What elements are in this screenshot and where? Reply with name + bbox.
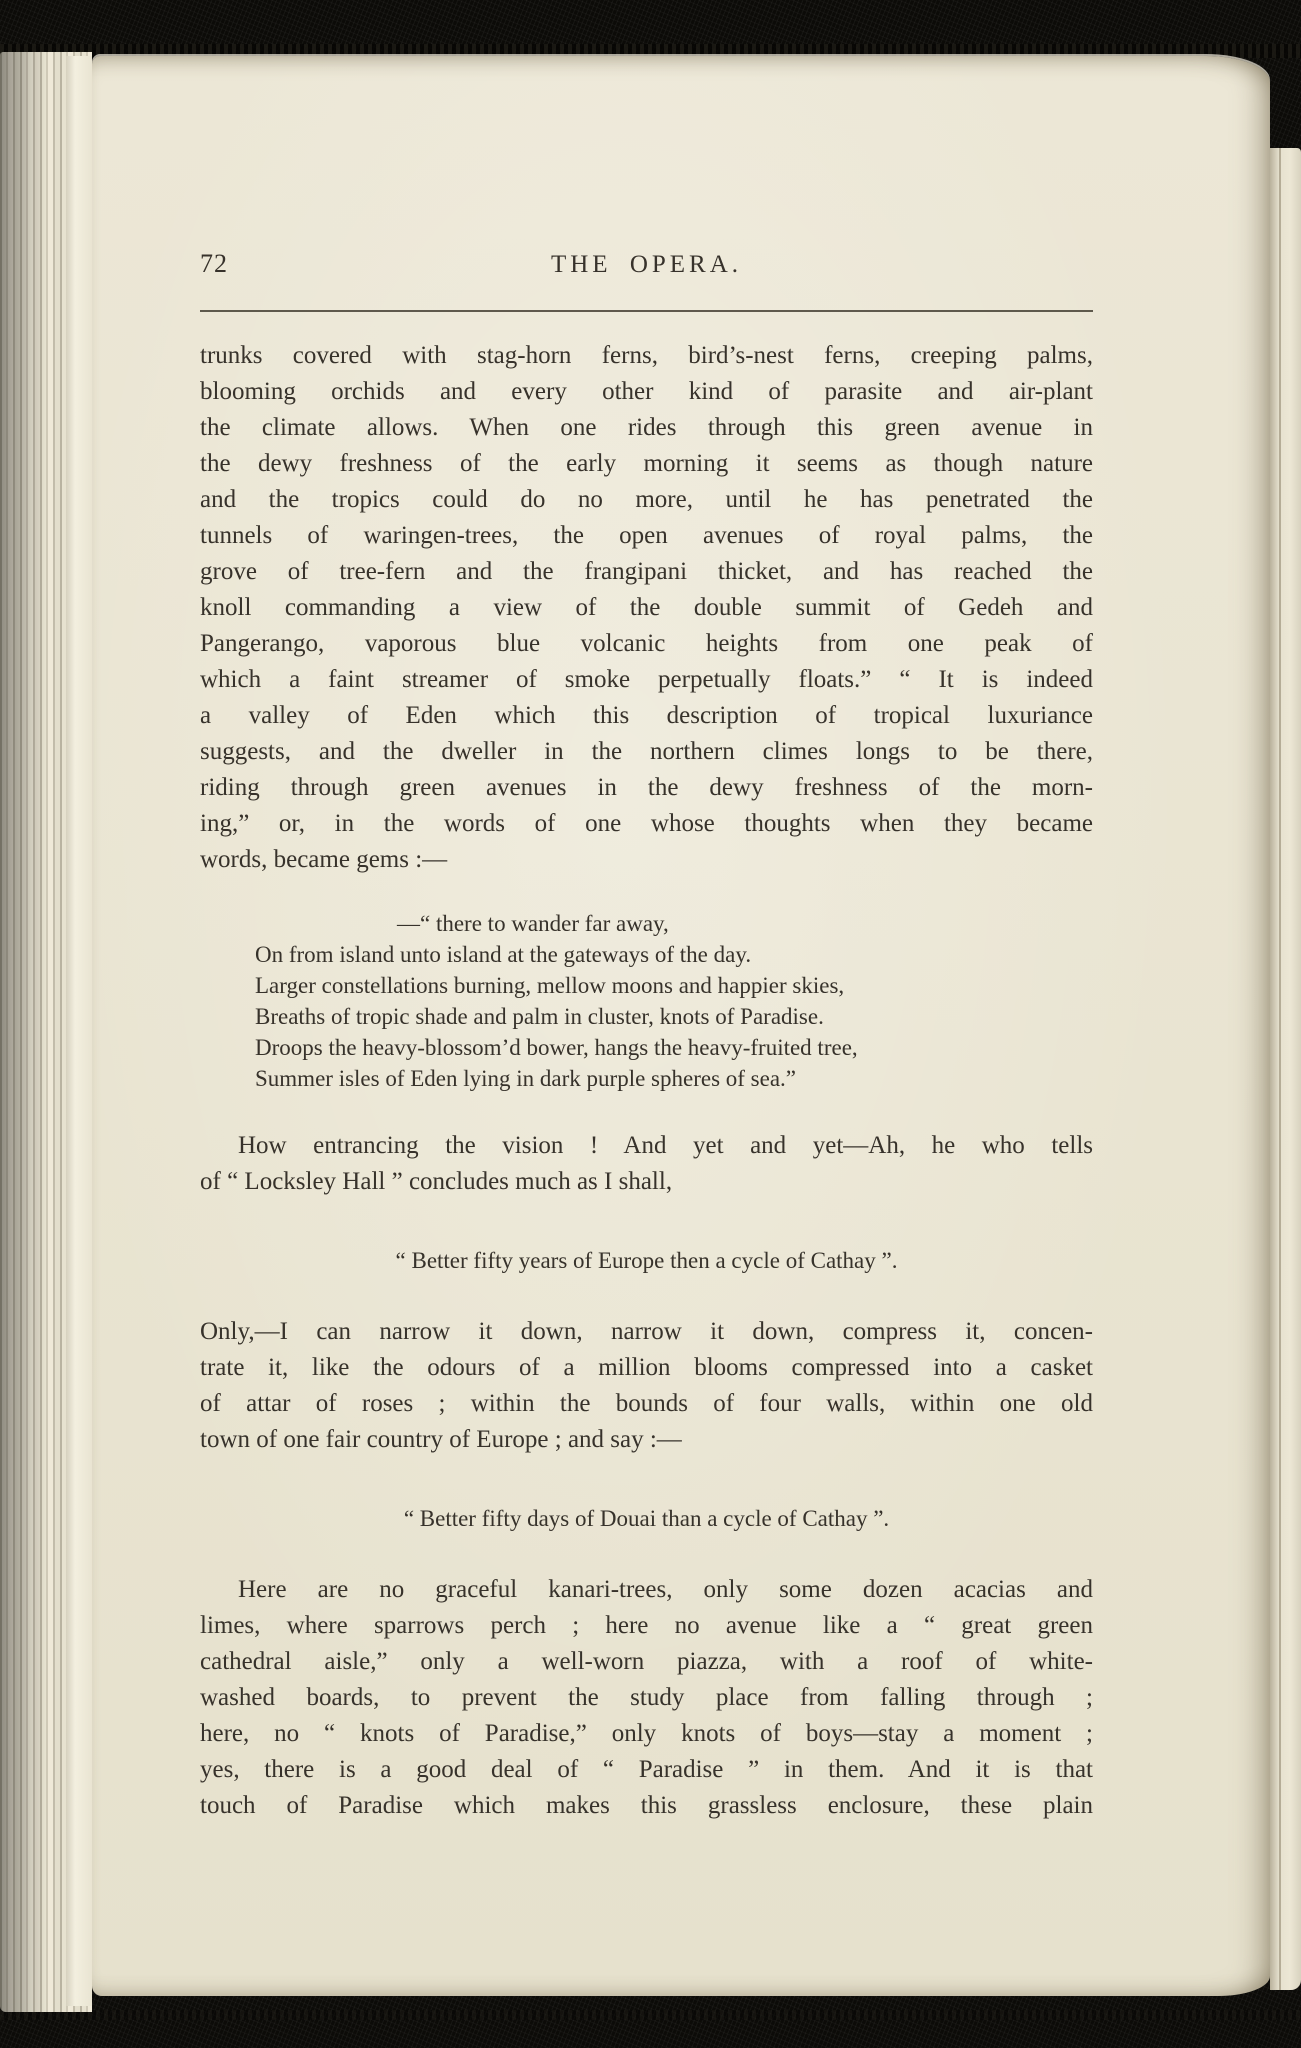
- verse-block: [255, 908, 1093, 1094]
- text-line: which a faint streamer of smoke perpetually floats.” “ It is indeed: [200, 666, 1093, 693]
- text-line: Here are no graceful kanari-trees, only some dozen acacias and: [238, 1576, 1093, 1603]
- text-line: and the tropics could do no more, until he has penetrated the: [200, 486, 1093, 513]
- text-line: Summer isles of Eden lying in dark purple spheres of sea.”: [255, 1066, 797, 1091]
- text-line: grove of tree-fern and the frangipani thicket, and has reached the: [200, 558, 1093, 585]
- text-line: riding through green avenues in the dewy freshness of the morn-: [200, 774, 1093, 801]
- text-line: the dewy freshness of the early morning it seems as though nature: [200, 450, 1093, 477]
- text-line: Breaths of tropic shade and palm in cluster, knots of Paradise.: [255, 1004, 824, 1029]
- text-line: the climate allows. When one rides through this green avenue in: [200, 414, 1093, 441]
- quote-line-2: “ Better fifty days of Douai than a cycle of Cathay ”.: [403, 1506, 890, 1531]
- text-line: words, became gems :—: [200, 846, 448, 873]
- text-line: touch of Paradise which makes this grassless enclosure, these plain: [200, 1792, 1093, 1819]
- text-line: washed boards, to prevent the study place from falling through ;: [200, 1684, 1093, 1711]
- text-line: suggests, and the dweller in the northern climes longs to be there,: [200, 738, 1093, 765]
- text-line: trate it, like the odours of a million blooms compressed into a casket: [200, 1354, 1093, 1381]
- facing-page-edge: [1270, 148, 1301, 1990]
- text-line: of attar of roses ; within the bounds of four walls, within one old: [200, 1390, 1093, 1417]
- paragraph-3: [200, 1314, 1093, 1458]
- body-text: [200, 338, 1093, 1824]
- text-line: Droops the heavy-blossom’d bower, hangs the heavy-fruited tree,: [255, 1035, 858, 1060]
- page-edges-stack: [0, 52, 92, 2012]
- text-line: Pangerango, vaporous blue volcanic heights from one peak of: [200, 630, 1093, 657]
- text-line: trunks covered with stag-horn ferns, bird’s-nest ferns, creeping palms,: [200, 342, 1093, 369]
- text-line: limes, where sparrows perch ; here no avenue like a “ great green: [200, 1612, 1093, 1639]
- text-line: Larger constellations burning, mellow moons and happier skies,: [255, 973, 845, 998]
- cover-seam-bottom: [0, 2010, 1301, 2020]
- running-title: THE OPERA.: [550, 251, 743, 278]
- text-line: yes, there is a good deal of “ Paradise ” in them. And it is that: [200, 1756, 1093, 1783]
- text-line: —“ there to wander far away,: [397, 911, 669, 936]
- text-line: town of one fair country of Europe ; and say :—: [200, 1426, 682, 1453]
- text-line: knoll commanding a view of the double summit of Gedeh and: [200, 594, 1093, 621]
- text-line: cathedral aisle,” only a well-worn piazza, with a roof of white-: [200, 1648, 1093, 1675]
- text-line: tunnels of waringen-trees, the open avenues of royal palms, the: [200, 522, 1093, 549]
- text-line: a valley of Eden which this description of tropical luxuriance: [200, 702, 1093, 729]
- text-line: of “ Locksley Hall ” concludes much as I shall,: [200, 1168, 673, 1195]
- text-line: Only,—I can narrow it down, narrow it down, compress it, concen-: [200, 1318, 1093, 1345]
- text-line: blooming orchids and every other kind of parasite and air-plant: [200, 378, 1093, 405]
- page-header: [200, 248, 1093, 281]
- text-line: On from island unto island at the gateways of the day.: [255, 942, 752, 967]
- book-page: [92, 56, 1270, 1996]
- text-line: ing,” or, in the words of one whose thoughts when they became: [200, 810, 1093, 837]
- paragraph-4: [200, 1572, 1093, 1824]
- quote-line-1: “ Better fifty years of Europe then a cycle of Cathay ”.: [395, 1248, 898, 1273]
- paragraph-2: [200, 1128, 1093, 1200]
- page-content: [200, 248, 1093, 1824]
- text-line: here, no “ knots of Paradise,” only knots of boys—stay a moment ;: [200, 1720, 1093, 1747]
- page-number: 72: [200, 249, 228, 278]
- paragraph-1: [200, 338, 1093, 878]
- text-line: How entrancing the vision ! And yet and yet—Ah, he who tells: [238, 1132, 1093, 1159]
- header-rule: [200, 310, 1093, 312]
